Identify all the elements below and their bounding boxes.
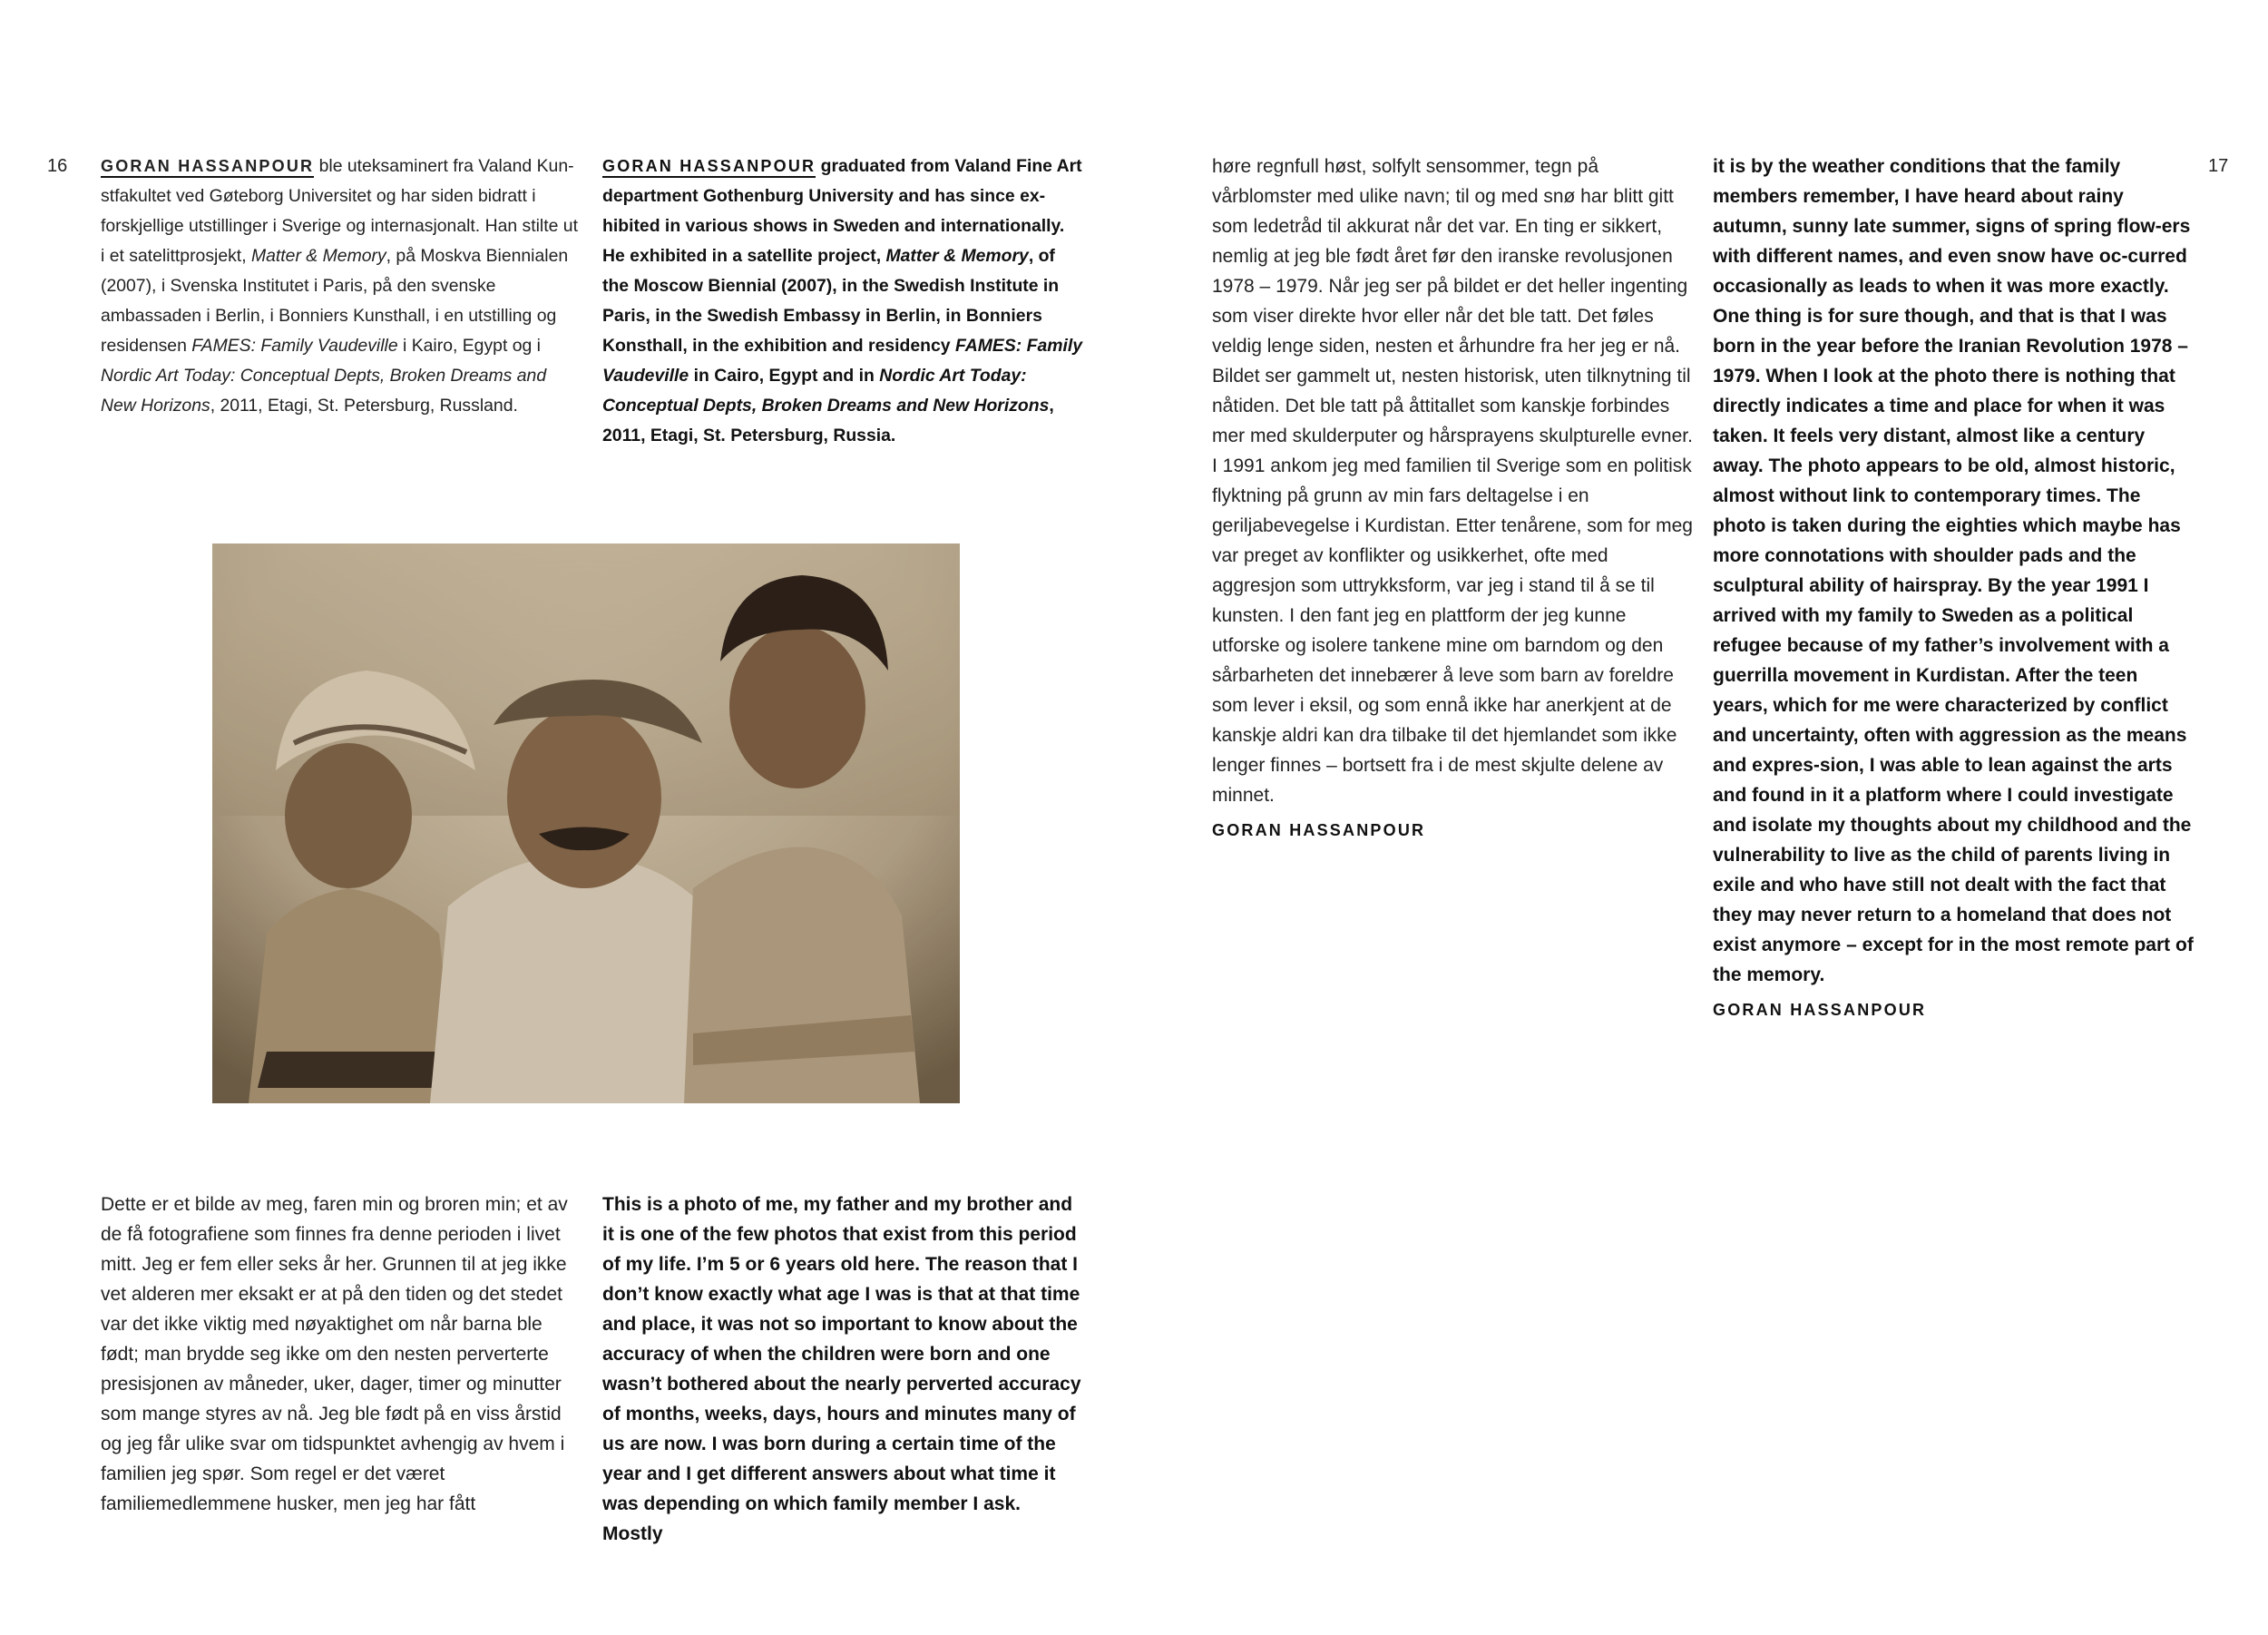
paragraph: Dette er et bilde av meg, faren min og broren min; et av de få fotografiene som finnes fra denne perioden i livet mitt. Jeg er fem eller seks år her. Grunnen til at jeg ikke vet alderen mer eksakt er at på den tiden og det stedet var det ikke viktig med nøyaktighet om når barna ble født; man brydde seg ikke om den nesten perverterte presisjonen av måneder, uker, dager, timer og minutter som mange styres av nå. Jeg ble født på en viss årstid og jeg får ulike svar om tidspunktet avhengig av hvem i familien jeg spør. Som regel er det været familiemedlemmene husker, men jeg har fått: [101, 1194, 568, 1514]
bio-text: , 2011, Etagi, St. Petersburg, Russia.: [602, 396, 1054, 445]
story-english-part1: [602, 1190, 1083, 1549]
signature: GORAN HASSANPOUR: [1212, 821, 1426, 839]
project-title: Matter & Memory: [250, 246, 386, 266]
project-title: Matter & Memory: [885, 246, 1029, 266]
project-title: Nordic Art Today: Conceptual Depts, Broken Dreams and New Horizons: [602, 366, 1050, 416]
project-title: Nordic Art Today: Conceptual Depts, Broken Dreams and New Horizons: [101, 366, 547, 416]
paragraph: høre regnfull høst, solfylt sensommer, tegn på vårblomster med ulike navn; til og med snø har blitt gitt som ledetråd til akkurat når det var. En ting er sikkert, nemlig at jeg ble født året før den iranske revolusjonen 1978 – 1979. Når jeg ser på bildet er det heller ingenting som viser direkte hvor eller når det ble tatt. Det føles veldig lenge siden, nesten et århundre fra her jeg er nå. Bildet ser gammelt ut, nesten historisk, uten tilknytning til nåtiden. Det ble tatt på åttitallet som kanskje forbindes mer med skulderputer og hårsprayens skulpturelle evner. I 1991 ankom jeg med familien til Sverige som en politisk flyktning på grunn av min fars deltagelse i en geriljabevegelse i Kurdistan. Etter tenårene, som for meg var preget av konflikter og usikkerhet, ofte med aggresjon som uttrykksform, var jeg i stand til å se til kunsten. I den fant jeg en plattform der jeg kunne utforske og isolere tankene mine om barndom og den sårbarheten det innebærer å leve som barn av foreldre som lever i eksil, og som ennå ikke har anerkjent at de kanskje aldri kan dra tilbake til det hjemlandet som ikke lenger finnes – bortsett fra i de mest skjulte delene av minnet.: [1212, 156, 1693, 806]
bio-text: , of the Moscow Biennial (2007), in the Swedish Institute in Paris, in the Swedish Embassy in Berlin, in Bonniers Konsthall, in the exhibition and residency: [602, 246, 1060, 356]
paragraph: it is by the weather conditions that the family members remember, I have heard about rainy autumn, sunny late summer, signs of spring flow-ers with different names, and even snow have oc-curred occasionally as leads to when it was more exactly. One thing is for sure though, and that is that I was born in the year before the Iranian Revolution 1978 – 1979. When I look at the photo there is nothing that directly indicates a time and place for when it was taken. It feels very distant, almost like a century away. The photo appears to be old, almost historic, almost without link to contemporary times. The photo is taken during the eighties which maybe has more connotations with shoulder pads and the sculptural ability of hairspray. By the year 1991 I arrived with my family to Sweden as a political refugee because of my father’s involvement with a guerrilla movement in Kurdistan. After the teen years, which for me were characterized by conflict and uncertainty, often with aggression as the means and expres-sion, I was able to lean against the arts and found in it a platform where I could investigate and isolate my thoughts about my childhood and the vulnerability to live as the child of parents living in exile and who have still not dealt with the fact that they may never return to a homeland that does not exist anymore – except for in the most remote part of the memory.: [1713, 156, 2194, 985]
bio-text: ble uteksaminert fra Valand Kun-stfakultet ved Gøteborg Universitet og har siden bidratt i forskjellige utstillinger i Sverige og internasjonalt. Han stilte ut i et satelittprosjekt,: [101, 156, 578, 266]
page-number-right: 17: [2208, 156, 2229, 176]
artist-name: GORAN HASSANPOUR: [101, 157, 314, 178]
bio-text: , på Moskva Biennialen (2007), i Svenska Institutet i Paris, på den svenske ambassaden i Berlin, i Bonniers Kunsthall, i en utstilling og residensen: [101, 246, 569, 356]
bio-text: graduated from Valand Fine Art department Gothenburg University and has since ex-hibited in various shows in Sweden and internationally. He exhibited in a satellite project,: [602, 156, 1082, 266]
page-number-left: 16: [47, 156, 68, 176]
bio-norwegian: [101, 152, 582, 421]
story-norwegian-part1: [101, 1190, 582, 1519]
bio-text: i Kairo, Egypt og i: [397, 336, 541, 356]
bio-text: in Cairo, Egypt and in: [689, 366, 880, 386]
artist-name: GORAN HASSANPOUR: [602, 157, 816, 178]
bio-text: , 2011, Etagi, St. Petersburg, Russland.: [210, 396, 518, 416]
story-norwegian-part2: [1212, 152, 1693, 846]
story-english-part2: [1713, 152, 2194, 1025]
project-title: FAMES: Family Vaudeville: [191, 336, 398, 356]
bio-english: [602, 152, 1083, 451]
signature: GORAN HASSANPOUR: [1713, 1001, 1927, 1019]
paragraph: This is a photo of me, my father and my brother and it is one of the few photos that exist from this period of my life. I’m 5 or 6 years old here. The reason that I don’t know exactly what age I was is that at that time and place, it was not so important to know about the accuracy of when the children were born and one wasn’t bothered about the nearly perverted accuracy of months, weeks, days, hours and minutes many of us are now. I was born during a certain time of the year and I get different answers about what time it was depending on which family member I ask. Mostly: [602, 1194, 1081, 1544]
project-title: FAMES: Family Vaudeville: [602, 336, 1083, 386]
family-photo: [212, 543, 960, 1103]
